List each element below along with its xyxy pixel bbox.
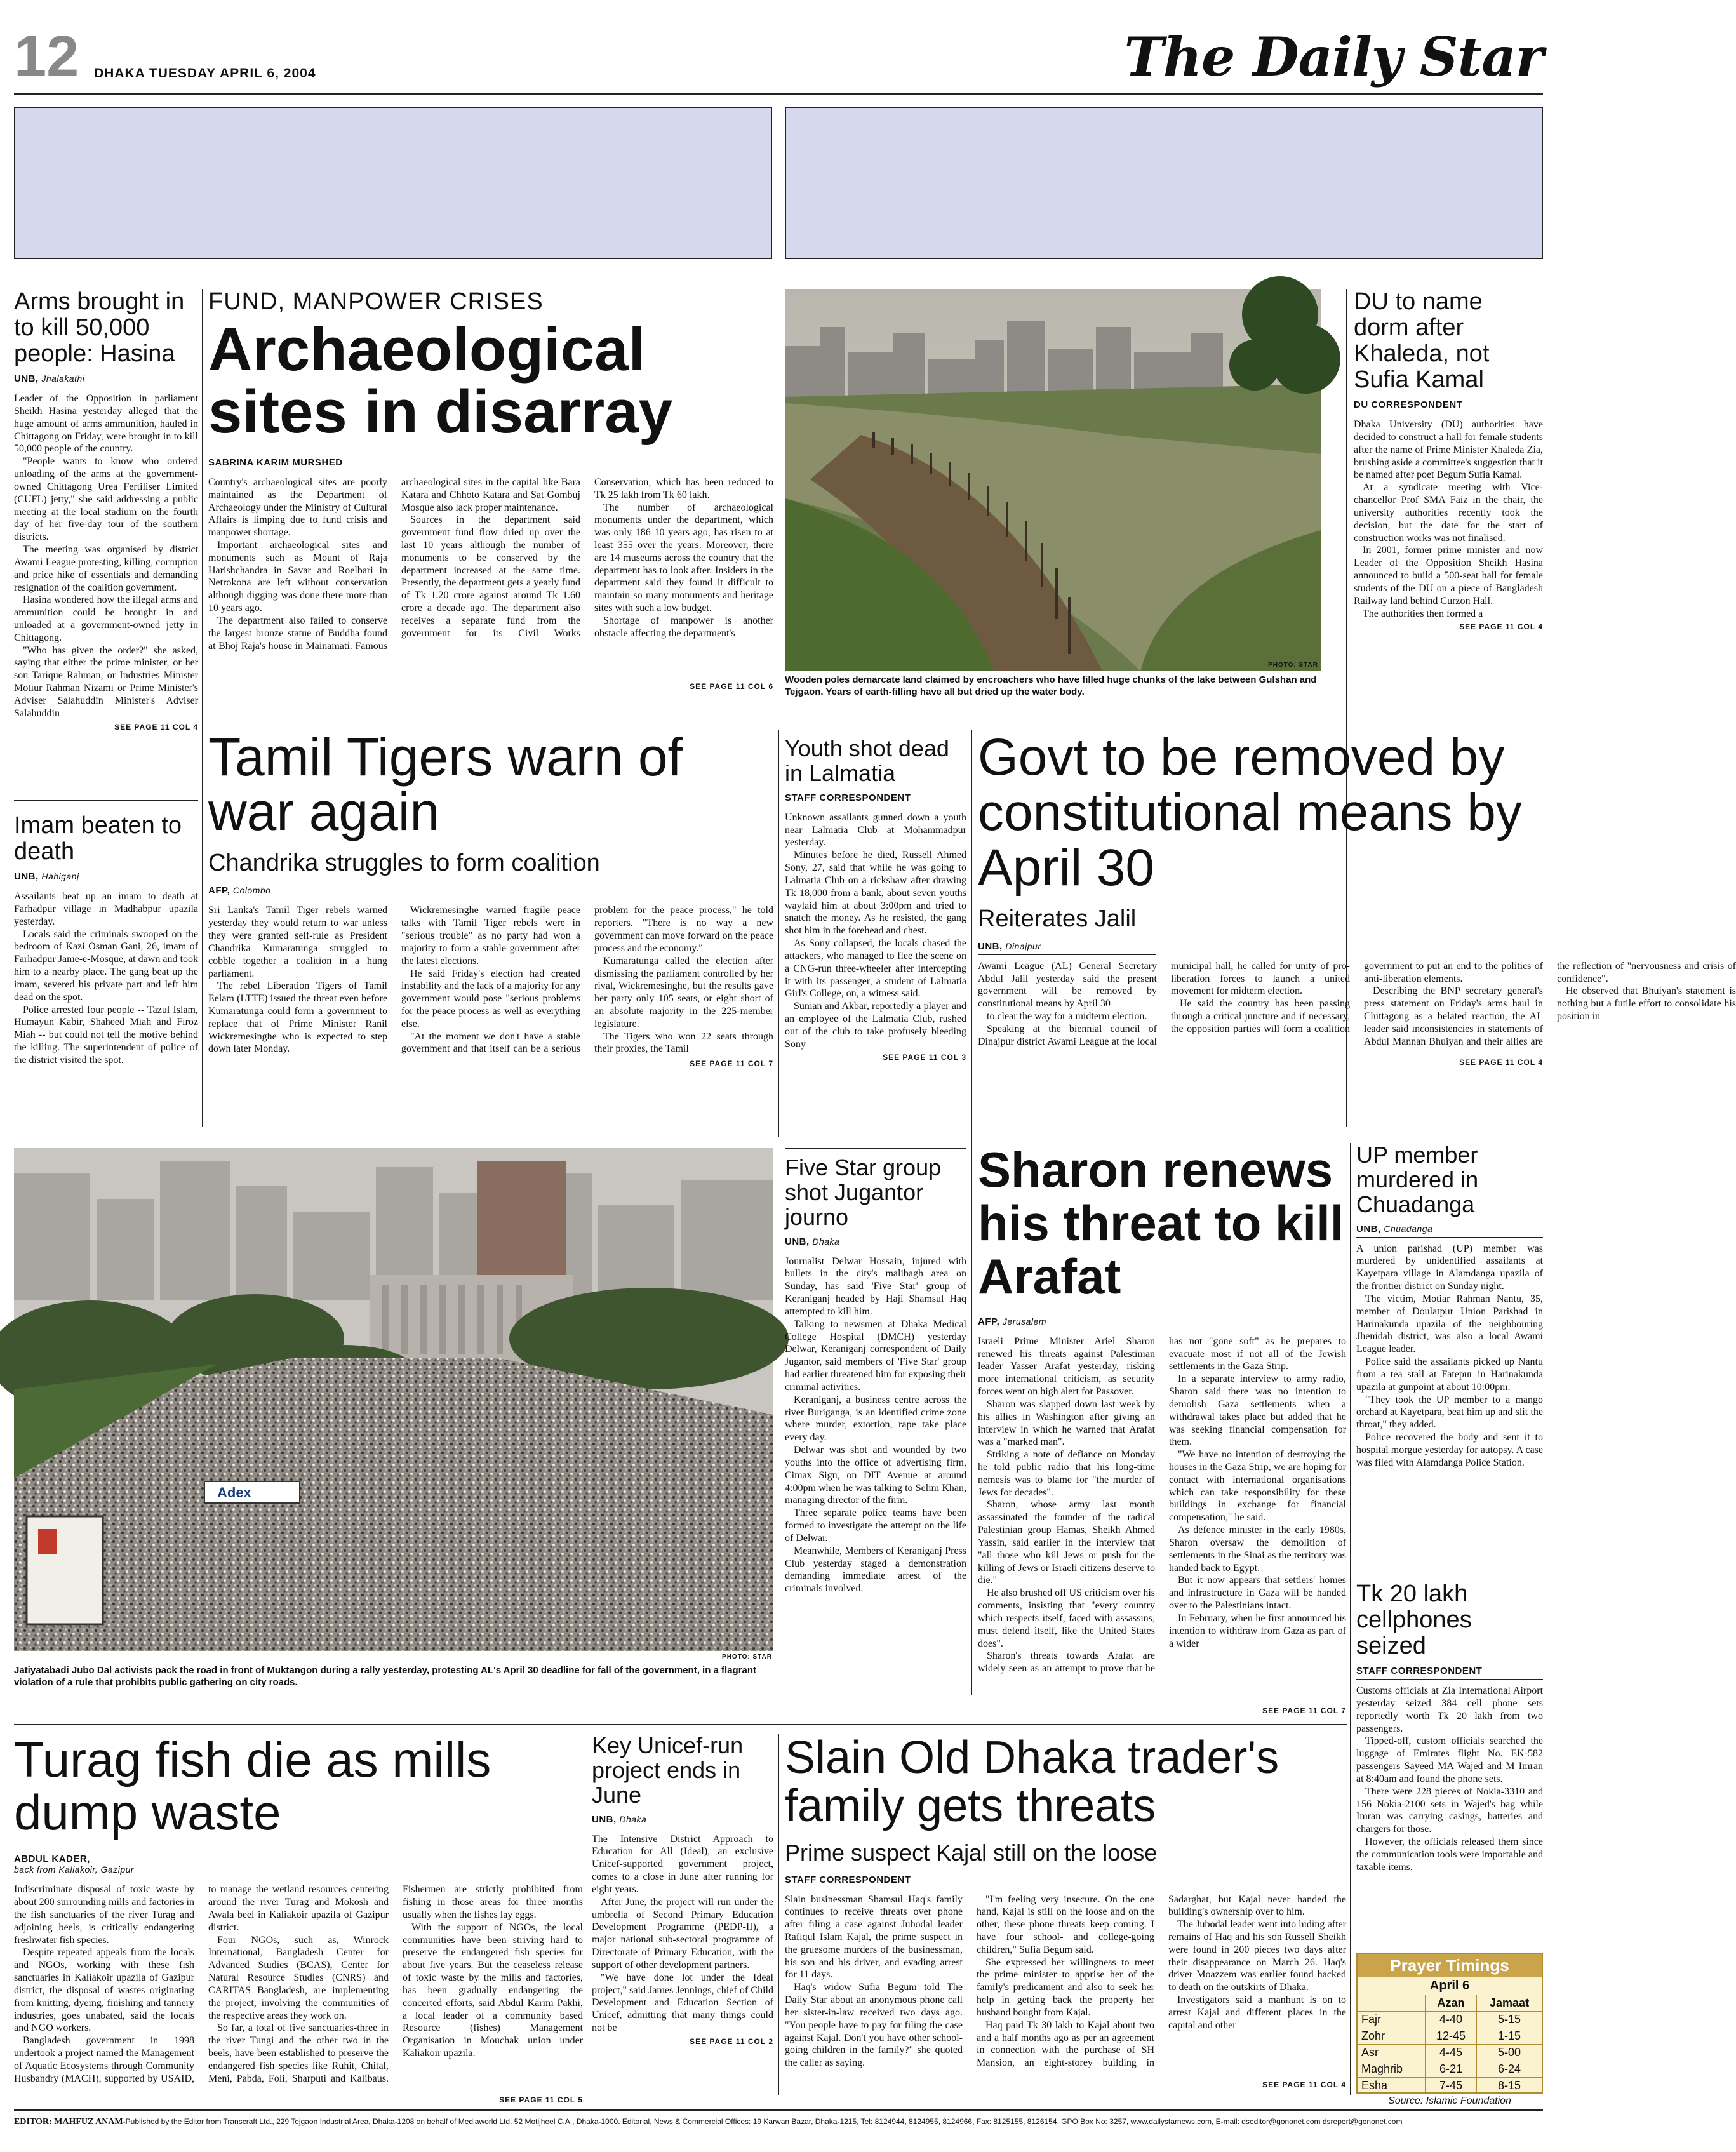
paragraph: Three separate police teams have been formed to investigate the attempt on the life of Delwar. xyxy=(785,1507,966,1544)
byline xyxy=(14,1854,192,1878)
divider xyxy=(14,1724,1347,1725)
headline[interactable]: Tamil Tigers warn of war again xyxy=(208,727,683,841)
azan-time: 7-45 xyxy=(1425,2078,1476,2094)
byline-agency: ABDUL KADER, xyxy=(14,1854,90,1865)
article-body xyxy=(785,812,966,1051)
paragraph: Sri Lanka's Tamil Tiger rebels warned yesterday they would return to war unless they were granted self-rule as President Chandrika Kumaratunga struggled to cobble together a coalition in a hung parliament. xyxy=(208,905,387,979)
paragraph: Israeli Prime Minister Ariel Sharon renewed his threats against Palestinian leader Yasser Arafat yesterday, risking more international criticism, as security forces went on high alert for Passover. xyxy=(978,1335,1155,1398)
paragraph: The authorities then formed a xyxy=(1363,608,1483,619)
byline xyxy=(978,1316,1156,1330)
story-unicef xyxy=(592,1734,773,2046)
paragraph: Describing the BNP secretary general's press statement on Friday's arms haul in Chittagong as a belated reaction, the AL leader said inconsistencies in statements of Abdul Mannan Bhuiyan and their allies are the reflection of "nervousness and crisis of confidence". xyxy=(1364,960,1736,1047)
prayer-name-header xyxy=(1358,1995,1425,2012)
paragraph: "We have done lot under the Ideal project," said James Jennings, chief of Child Development and Education Section of Unicef, admitting that many things could not be xyxy=(592,1972,773,2034)
paragraph: In February, when he first announced his intention to withdraw from Gaza as part of a wider xyxy=(1169,1612,1346,1649)
byline xyxy=(978,941,1156,955)
byline-agency: UNB, xyxy=(1356,1223,1381,1234)
paragraph: Assailants beat up an imam to death at Farhadpur village in Madhabpur upazila yesterday. xyxy=(14,891,198,927)
story-govt xyxy=(978,728,1736,1067)
see-page-link[interactable]: SEE PAGE 11 COL 4 xyxy=(1262,2080,1346,2089)
paragraph: The department also failed to conserve the largest bronze statue of Buddha found at Bhoj Raja's house in Mainamati. Famous archaeological sites in the capital like Bara Katara and Chhoto Katara and Sat Gombuj Mosque also lack proper maintenance. xyxy=(208,476,580,652)
paragraph: After June, the project will run under the umbrella of Second Primary Education Development Programme (PEDP-II), a major national sub-sectoral programme of Directorate of Primary Education, with the support of other development partners. xyxy=(592,1896,773,1970)
paragraph: Important archaeological sites and monuments such as Mount of Raja Harishchandra in Savar and Roelbari in Netrokona are left without conservation although digging was done there more than 10 years ago. xyxy=(208,539,387,614)
byline-location: Jhalakathi xyxy=(41,373,85,384)
paragraph: Haq paid Tk 30 lakh to Kajal about two and a half months ago as per an agreement in connection with the purchase of SH Mansion, an eight-storey building in Sadarghat, but Kajal never handed the building's ownership over to him. xyxy=(977,1894,1346,2069)
prayer-name: Esha xyxy=(1358,2078,1425,2094)
paragraph: There were 228 pieces of Nokia-3310 and 156 Nokia-2100 sets in Wajed's bag while Imran was carrying casings, batteries and chargers for those. xyxy=(1356,1786,1543,1835)
paragraph: "People wants to know who ordered unloading of the arms at the government-owned Chittagong Urea Fertiliser Limited (CUFL) jetty," she said addressing a public meeting at the local stadium on the fourth day of her five-day tour of the southern districts. xyxy=(14,456,198,543)
billboard-text: Adex xyxy=(217,1485,251,1500)
story-archaeology xyxy=(208,289,773,691)
paragraph: Customs officials at Zia International Airport yesterday seized 384 cell phone sets reportedly worth Tk 20 lakh from two passengers. xyxy=(1356,1685,1543,1734)
paragraph: Country's archaeological sites are poorly maintained as the Department of Archaeology under the Ministry of Cultural Affairs is limping due to fund crisis and manpower shortage. xyxy=(208,476,387,538)
paragraph: In 2001, former prime minister and now Leader of the Opposition Sheikh Hasina announced to build a 500-seat hall for female students of the DU on a piece of Bangladesh Railway land behind Curzon Hall. xyxy=(1354,545,1543,606)
byline-agency: AFP, xyxy=(978,1316,1000,1327)
paragraph: Investigators said a manhunt is on to arrest Kajal and different places in the capital and other xyxy=(1168,1995,1346,2031)
article-body xyxy=(14,392,198,720)
dateline: DHAKA TUESDAY APRIL 6, 2004 xyxy=(94,66,316,81)
byline-agency: AFP, xyxy=(208,885,230,897)
paragraph: Hasina wondered how the illegal arms and ammunition could be brought in and unloaded at a government-owned jetty in Chittagong. xyxy=(14,594,198,643)
lake-photo xyxy=(785,289,1321,671)
headline[interactable]: Slain Old Dhaka trader's family gets threats xyxy=(785,1732,1279,1832)
ad-box-right[interactable] xyxy=(785,107,1543,259)
paragraph: Suman and Akbar, reportedly a player and an employee of the Lalmatia Club, rushed out of the club to take profusely bleeding Sony xyxy=(785,1001,966,1050)
paragraph: He observed that Bhuiyan's statement is nothing but a futile effort to consolidate his position in xyxy=(1557,986,1736,1022)
byline: DU CORRESPONDENT xyxy=(1354,399,1543,413)
byline xyxy=(14,871,198,885)
prayer-row xyxy=(1358,2028,1542,2045)
story-arms xyxy=(14,289,198,732)
byline: STAFF CORRESPONDENT xyxy=(785,1875,960,1888)
paragraph: He said Friday's election had created instability and the lack of a majority for any government would pose "serious problems for the peace process as well as everything else. xyxy=(401,968,580,1029)
paragraph: Police recovered the body and sent it to hospital morgue yesterday for autopsy. A case was filed with Alamdanga Police Station. xyxy=(1356,1432,1543,1468)
headline[interactable]: Youth shot dead in Lalmatia xyxy=(785,735,949,786)
paragraph: Keraniganj, a business centre across the river Buriganga, is an identified crime zone where murder, extortion, rape take place every day. xyxy=(785,1394,966,1443)
prayer-name: Zohr xyxy=(1358,2028,1425,2045)
prayer-name: Fajr xyxy=(1358,2012,1425,2028)
column-rule xyxy=(778,730,779,1137)
prayer-timings-box xyxy=(1356,1953,1543,2106)
paragraph: Shortage of manpower is another obstacle affecting the department's xyxy=(594,615,773,639)
prayer-source: Source: Islamic Foundation xyxy=(1358,2094,1542,2107)
paragraph: The victim, Motiar Rahman Nantu, 35, member of Doulatpur Union Parishad in Harinakunda upazila of the neighbouring Jhenidah district, was also a local Awami League leader. xyxy=(1356,1293,1543,1355)
jamaat-time: 1-15 xyxy=(1477,2028,1542,2045)
byline xyxy=(208,885,386,899)
ad-box-left[interactable] xyxy=(14,107,772,259)
jamaat-time: 8-15 xyxy=(1477,2078,1542,2094)
paragraph: The Tigers who won 22 seats through their proxies, the Tamil xyxy=(594,1031,773,1055)
story-cellphones xyxy=(1356,1581,1543,1874)
paragraph: "We have no intention of destroying the houses in the Gaza Strip, we are hoping for contact with international organisations which can take responsibility for these buildings in exchange for financial compensation," he said. xyxy=(1169,1449,1346,1523)
jamaat-time: 5-15 xyxy=(1477,2012,1542,2028)
byline-location: Dhaka xyxy=(619,1814,647,1824)
column-rule xyxy=(1350,1143,1351,2095)
paragraph: "At the moment we don't have a stable government and that itself can be a serious problem for the peace process," he told reporters. "There is no way a new government can move forward on the peace process and the economy." xyxy=(401,905,773,1055)
column-rule xyxy=(778,1734,779,2095)
footer-editor: EDITOR: MAHFUZ ANAM xyxy=(14,2117,123,2127)
paragraph: The number of archaeological monuments under the department, which was only 186 10 years ago, has risen to at least 355 over the years. Moreover, there are 14 museums across the country that the department has to look after. Insiders in the department said they found it difficult to maintain so many monuments and heritage sites with such a low budget. xyxy=(594,502,773,614)
paragraph: Tipped-off, custom officials searched the luggage of Emirates flight No. EK-582 passengers Sayeed MA Wajed and M Imran at 8:40am and found the phone sets. xyxy=(1356,1735,1543,1784)
kicker: FUND, MANPOWER CRISES xyxy=(208,288,544,315)
article-body xyxy=(592,1833,773,2035)
paragraph: to clear the way for a midterm election. xyxy=(987,1011,1147,1022)
headline[interactable]: Imam beaten to death xyxy=(14,812,182,865)
azan-time: 12-45 xyxy=(1425,2028,1476,2045)
see-page-link[interactable]: SEE PAGE 11 COL 4 xyxy=(1459,1057,1543,1067)
azan-time: 6-21 xyxy=(1425,2061,1476,2078)
paragraph: The rebel Liberation Tigers of Tamil Eelam (LTTE) issued the threat even before Kumaratunga could form a government to replace that of Prime Minister Ranil Wickremesinghe who is expected to step down later Monday. xyxy=(208,980,387,1055)
paragraph: Kumaratunga called the election after dismissing the parliament controlled by her rival, Wickremesinghe, but the results gave her party only 105 seats, or eight short of an absolute majority in the 225-member legislature. xyxy=(594,955,773,1029)
paragraph: Police said the assailants picked up Nantu from a tea stall at Fatepur in Harinakunda upazila at gunpoint at about 10:00pm. xyxy=(1356,1356,1543,1393)
paragraph: A union parishad (UP) member was murdered by unidentified assailants at Kayetpara village in Alamdanga upazila of the frontier district on Sunday night. xyxy=(1356,1243,1543,1292)
photo-credit: PHOTO: STAR xyxy=(722,1654,772,1661)
byline-agency: UNB, xyxy=(14,373,39,385)
article-body xyxy=(785,1255,966,1595)
paragraph: The Intensive District Approach to Education for All (Ideal), an exclusive Unicef-supported government project, comes to a close in June after running for eight years. xyxy=(592,1833,773,1895)
paragraph: Police arrested four people -- Tazul Islam, Humayun Kabir, Shaheed Miah and Firoz Miah -- but could not tell the motive behind the killing. The superintendent of police of the district visited the spot. xyxy=(14,1004,198,1066)
divider xyxy=(14,800,198,801)
headline[interactable]: Turag fish die as mills dump waste xyxy=(14,1732,491,1840)
paragraph: Awami League (AL) General Secretary Abdul Jalil yesterday said the present government will be removed by constitutional means by April 30 xyxy=(978,960,1157,1010)
byline-agency: UNB, xyxy=(592,1814,617,1825)
headline[interactable]: Archaeological sites in disarray xyxy=(208,316,673,446)
jamaat-time: 6-24 xyxy=(1477,2061,1542,2078)
column-rule xyxy=(971,730,972,1695)
see-page-link[interactable]: SEE PAGE 11 COL 4 xyxy=(114,722,198,732)
paragraph: Despite repeated appeals from the locals and NGOs, working with these fish sanctuaries in Kaliakoir upazila of Gazipur district, the disposal of wastes originating from knitting, dyeing, finishing and tannery industries, goes unabated, said the locals and NGO workers. xyxy=(14,1947,194,2034)
byline-location: Habiganj xyxy=(41,871,79,882)
footer-text: -Published by the Editor from Transcraft Ltd., 229 Tejgaon Industrial Area, Dhaka-1208 on behalf of Mediaworld Ltd. 52 Motijheel C.A., Dhaka-1000. Editorial, News & Commercial Offices: 19 Karwan Bazar, Dhaka-1215, Tel: 8124944, 8124955, 8124966, Fax: 8125155, 8126154, GPO Box No: 3257, www.dailystarnews.com, E-mail: dseditor@gononet.com dsreport@gononet.com xyxy=(123,2117,1403,2126)
see-page-link[interactable]: SEE PAGE 11 COL 6 xyxy=(690,681,773,691)
azan-header: Azan xyxy=(1425,1995,1476,2012)
masthead-rule xyxy=(14,93,1543,95)
paragraph: In a separate interview to army radio, Sharon said there was no intention to demolish Gaza settlements when a withdrawal takes place but added that he was seeking financial compensation for them. xyxy=(1169,1373,1346,1448)
byline-location: back from Kaliakoir, Gazipur xyxy=(14,1864,135,1875)
paragraph: Speaking at the biennial council of Dinajpur district Awami League at the local municipal hall, he called for unity of pro-liberation forces to launch a united movement for midterm election. xyxy=(978,960,1350,1047)
paragraph: She expressed her willingness to meet the prime minister to apprise her of the family's predicament and also to seek her help in getting back the property her husband bought from Kajal. xyxy=(977,1956,1154,2018)
story-imam xyxy=(14,813,198,1067)
paragraph: Wickremesinghe warned fragile peace talks with Tamil Tiger rebels were in "serious trouble" as no party had won a majority to form a stable government after the latest elections. xyxy=(401,905,580,966)
headline[interactable]: DU to name dorm after Khaleda, not Sufia Kamal xyxy=(1354,288,1490,394)
see-page-link[interactable]: SEE PAGE 11 COL 3 xyxy=(883,1053,966,1062)
paragraph: Haq's widow Sufia Begum told The Daily Star about an anonymous phone call her sister-in-law received two days ago. "You people have to pay for filing the case against Kajal. Don't you have other school-going children in the family?" she quoted the caller as saying. xyxy=(785,1982,963,2069)
azan-time: 4-40 xyxy=(1425,2012,1476,2028)
paragraph: Indiscriminate disposal of toxic waste by about 200 surrounding mills and factories in the fish sanctuaries of the river Turag and adjoining beels, is critically endangering freshwater fish species. xyxy=(14,1884,194,1946)
prayer-row xyxy=(1358,2061,1542,2078)
story-sharon xyxy=(978,1143,1346,1715)
article-body xyxy=(978,960,1736,1055)
story-youth xyxy=(785,737,966,1062)
paragraph: Slain businessman Shamsul Haq's family continues to receive threats over phone after filing a case against Jubodal leader Rafiqul Islam Kajal, the prime suspect in the gruesome murders of the businessman, his son and his driver, and evading arrest for 11 days. xyxy=(785,1894,963,1981)
prayer-date: April 6 xyxy=(1429,1979,1470,1993)
headline[interactable]: Sharon renews his threat to kill Arafat xyxy=(978,1142,1344,1305)
story-turag xyxy=(14,1734,583,2104)
headline[interactable]: UP member murdered in Chuadanga xyxy=(1356,1142,1479,1217)
story-tamil xyxy=(208,727,773,1069)
byline: STAFF CORRESPONDENT xyxy=(785,792,966,806)
byline: SABRINA KARIM MURSHED xyxy=(208,457,386,471)
paragraph: Sharon, whose army last month assassinated the founder of the radical Palestinian group Hamas, Sheikh Ahmed Yassin, said earlier in the interview that "all those who kill Jews or push for the killing of Jews or Israeli citizens deserve to die." xyxy=(978,1499,1155,1586)
byline-location: Chuadanga xyxy=(1384,1223,1433,1234)
prayer-row xyxy=(1358,2012,1542,2028)
prayer-name: Asr xyxy=(1358,2045,1425,2061)
headline[interactable]: Govt to be removed by constitutional means by April 30 xyxy=(978,728,1522,897)
paragraph: So far, a total of five sanctuaries-three in the river Tungi and the other two in the beels, have been established to preserve the endangered fish species like Ruhit, Chital, Meni, Pabda, Foli, Sharputi and Kalibaus. Fishermen are strictly prohibited from fishing in those areas for three months usually when the fishes lay eggs. xyxy=(208,1884,583,2084)
byline-agency: UNB, xyxy=(14,871,39,883)
see-page-link[interactable]: SEE PAGE 11 COL 7 xyxy=(1262,1706,1346,1715)
story-du xyxy=(1354,289,1543,631)
masthead xyxy=(14,25,1543,95)
footer xyxy=(14,2117,1543,2127)
headline[interactable]: Tk 20 lakh cellphones seized xyxy=(1356,1581,1472,1660)
photo-credit: PHOTO: STAR xyxy=(1268,662,1318,669)
byline xyxy=(14,373,198,387)
paragraph: Unknown assailants gunned down a youth near Lalmatia Club at Mohammadpur yesterday. xyxy=(785,812,966,848)
article-body xyxy=(1356,1243,1543,1469)
paragraph: Sharon's threats towards Arafat are widely seen as an attempt to prove that he has not "gone soft" as he prepares to evacuate most if not all of the Jewish settlements in the Gaza Strip. xyxy=(978,1335,1346,1674)
paragraph: As defence minister in the early 1980s, Sharon oversaw the demolition of settlements in the Sinai as the territory was handed back to Egypt. xyxy=(1169,1525,1346,1574)
byline xyxy=(785,1236,966,1250)
subhead: Prime suspect Kajal still on the loose xyxy=(785,1839,1158,1866)
article-body xyxy=(14,890,198,1067)
jamaat-time: 5-00 xyxy=(1477,2045,1542,2061)
headline[interactable]: Key Unicef-run project ends in June xyxy=(592,1732,744,1808)
article-body xyxy=(208,904,773,1057)
article-body xyxy=(978,1335,1346,1704)
byline xyxy=(592,1814,773,1828)
divider xyxy=(785,1148,966,1149)
photo-caption: Wooden poles demarcate land claimed by encroachers who have filled huge chunks of the lake between Gulshan and Tejgaon. Years of earth-filling have all but dried up the water body. xyxy=(785,674,1317,697)
article-body xyxy=(208,476,773,679)
prayer-header-row xyxy=(1358,1995,1542,2012)
story-slain xyxy=(785,1734,1346,2089)
paragraph: Delwar was shot and wounded by two youths into the office of advertising firm, Cimax Sign, on DIT Avenue at around 4:00pm when he was talking to Selim Khan, managing director of the firm. xyxy=(785,1445,966,1506)
prayer-row xyxy=(1358,2045,1542,2061)
byline-location: Dhaka xyxy=(812,1236,840,1246)
byline: STAFF CORRESPONDENT xyxy=(1356,1666,1543,1680)
photo-caption: Jatiyatabadi Jubo Dal activists pack the road in front of Muktangon during a rally yesterday, protesting AL's April 30 deadline for fall of the government, in a flagrant violation of a rule that prohibits public gathering on city roads. xyxy=(14,1665,757,1688)
paragraph: Journalist Delwar Hossain, injured with bullets in the city's malibagh area on Sunday, has said 'Five Star' group of Keraniganj headed by Haji Shamsul Haq attempted to kill him. xyxy=(785,1255,966,1317)
paragraph: Sharon was slapped down last week by his allies in Washington after giving an interview in which he warned that Arafat was a "marked man". xyxy=(978,1398,1155,1448)
byline-agency: UNB, xyxy=(978,940,1003,952)
see-page-link[interactable]: SEE PAGE 11 COL 2 xyxy=(690,2036,773,2046)
subhead: Reiterates Jalil xyxy=(978,905,1137,932)
rally-photo xyxy=(14,1148,773,1651)
paragraph: Four NGOs, such as, Winrock International, Bangladesh Center for Advanced Studies (BCAS), Center for Natural Resource Studies (CNRS) and CARITAS Bangladesh, are implementing the project, involving the communities of the respective areas they work on. xyxy=(208,1934,389,2021)
paragraph: Dhaka University (DU) authorities have decided to construct a hall for female students after the name of Prime Minister Khaleda Zia, brushing aside a committee's suggestion that it be named after poet Begum Sufia Kamal. xyxy=(1354,419,1543,481)
logo: The Daily Star xyxy=(1124,25,1543,88)
paragraph: Striking a note of defiance on Monday he told public radio that his long-time nemesis was to blame for "the murder of Jews for decades". xyxy=(978,1449,1155,1498)
paragraph: The meeting was organised by district Awami League protesting, killing, corruption and price hike of essentials and demanding resignation of the coalition government. xyxy=(14,544,198,593)
headline[interactable]: Five Star group shot Jugantor journo xyxy=(785,1154,942,1230)
paragraph: "I'm feeling very insecure. On the one hand, Kajal is still on the loose and on the other, these phone threats keep coming. I have four school- and college-going children," Sufia Begum said. xyxy=(977,1894,1154,1955)
paragraph: He also brushed off US criticism over his comments, insisting that "every country which respects itself, faced with assassins, must defend itself, like the United States does". xyxy=(978,1587,1155,1649)
paragraph: Talking to newsmen at Dhaka Medical College Hospital (DMCH) yesterday Delwar, Keraniganj correspondent of Daily Jugantor, said members of 'Five Star' group had earlier threatened him for exposing their criminal activities. xyxy=(785,1318,966,1393)
article-body xyxy=(785,1894,1346,2078)
subhead: Chandrika struggles to form coalition xyxy=(208,850,600,877)
paragraph: However, the officials released them since the communication tools were importable and taxable items. xyxy=(1356,1836,1543,1873)
see-page-link[interactable]: SEE PAGE 11 COL 5 xyxy=(499,2095,583,2105)
paragraph: The Jubodal leader went into hiding after remains of Haq and his son Russell Sheikh were found in 200 pieces two days after their disappearance on March 26. Haq's driver Moazzem was earlier found hacked to death on the outskirts of Dhaka. xyxy=(1168,1919,1346,1993)
paragraph: Leader of the Opposition in parliament Sheikh Hasina yesterday alleged that the huge amount of arms ammunition, hauled in Chittagong on Friday, were brought in to kill 50,000 people of the country. xyxy=(14,393,198,455)
paragraph: At a syndicate meeting with Vice-chancellor Prof SMA Faiz in the chair, the university authorities recently took the decision, but the date for the start of construction works was not finalised. xyxy=(1354,482,1543,544)
byline xyxy=(1356,1224,1543,1238)
byline-agency: UNB, xyxy=(785,1236,810,1247)
prayer-name: Maghrib xyxy=(1358,2061,1425,2078)
footer-rule xyxy=(14,2109,1543,2111)
paragraph: Meanwhile, Members of Keraniganj Press Club yesterday staged a demonstration demanding immediate arrest of the criminals involved. xyxy=(785,1545,966,1594)
article-body xyxy=(14,1883,583,2093)
column-rule xyxy=(202,289,203,1127)
paragraph: He said the country has been passing through a critical juncture and if necessary, the opposition parties will form a coalition government to put an end to the politics of anti-liberation elements. xyxy=(1171,960,1543,1034)
see-page-link[interactable]: SEE PAGE 11 COL 7 xyxy=(690,1059,773,1069)
article-body xyxy=(1354,418,1543,620)
prayer-row xyxy=(1358,2078,1542,2094)
byline-location: Jerusalem xyxy=(1002,1316,1046,1327)
prayer-table xyxy=(1358,1995,1542,2094)
headline[interactable]: Arms brought in to kill 50,000 people: Hasina xyxy=(14,288,185,368)
jamaat-header: Jamaat xyxy=(1477,1995,1542,2012)
article-body xyxy=(1356,1685,1543,1873)
byline-location: Colombo xyxy=(232,885,271,896)
rally-photo-image xyxy=(14,1148,773,1651)
story-fivestar xyxy=(785,1156,966,1595)
paragraph: Minutes before he died, Russell Ahmed Sony, 27, said that while he was going to Lalmatia Club on a rickshaw after drawing Tk 18,000 from a bank, about seven youths waylaid him at about 3:00pm and tried to snatch the money. As he resisted, the gang shot him in the forehead and chest. xyxy=(785,850,966,937)
story-up xyxy=(1356,1143,1543,1469)
byline-location: Dinajpur xyxy=(1005,940,1041,951)
lake-photo-image xyxy=(785,289,1321,671)
azan-time: 4-45 xyxy=(1425,2045,1476,2061)
paragraph: Sources in the department said government fund flow dried up over the last 10 years although the number of monuments to be conserved by the department increased at the same time. Presently, the department gets a yearly fund of Tk 1.20 crore against around Tk 1.60 crore a decade ago. The department also receives a separate fund from the government for its Civil Works Conservation, which has been reduced to Tk 25 lakh from Tk 60 lakh. xyxy=(401,476,773,639)
paragraph: Locals said the criminals swooped on the bedroom of Kazi Osman Gani, 26, imam of Farhadpur Jame-e-Mosque, at dawn and took him to a nearby place. The gang beat up the imam, severed his private part and left him dead on the spot. xyxy=(14,928,198,1003)
paragraph: "They took the UP member to a mango orchard at Kayetpara, beat him up and slit the throat," they added. xyxy=(1356,1394,1543,1431)
page-number: 12 xyxy=(14,24,79,89)
paragraph: "Who has given the order?" she asked, saying that either the prime minister, or her son Tarique Rahman, or Industries Minister Motiur Rahman Nizami or Prime Minister's Adviser Salahuddin Minister's Adviser Salahuddin xyxy=(14,645,198,719)
paragraph: Bangladesh government in 1998 undertook a project named the Management of Aquatic Ecosystems through Community Husbandry (MACH), supported by USAID, to manage the wetland resources centering around the river Turag and Mokosh and Awala beel in Kaliakoir upazila of Gazipur district. xyxy=(14,1884,389,2084)
paragraph: But it now appears that settlers' homes and infrastructure in Gaza will be handed over to the Palestinians intact. xyxy=(1169,1575,1346,1612)
paragraph: As Sony collapsed, the locals chased the attackers, who managed to flee the scene on a CNG-run three-wheeler after intercepting it with its passenger, a student of Lalmatia Girl's College, on, a witness said. xyxy=(785,938,966,999)
paragraph: With the support of NGOs, the local communities have been striving hard to preserve the endangered fish species for about five years. But the ceaseless release of toxic waste by the mills and factories, has been gradually endangering the concerted efforts, said Abdul Karim Pakhi, a local leader of a community based Resource (fishes) Management Organisation in Mouchak union under Kaliakoir upazila. xyxy=(403,1921,583,2059)
prayer-title: Prayer Timings xyxy=(1358,1954,1542,1977)
see-page-link[interactable]: SEE PAGE 11 COL 4 xyxy=(1459,622,1543,632)
